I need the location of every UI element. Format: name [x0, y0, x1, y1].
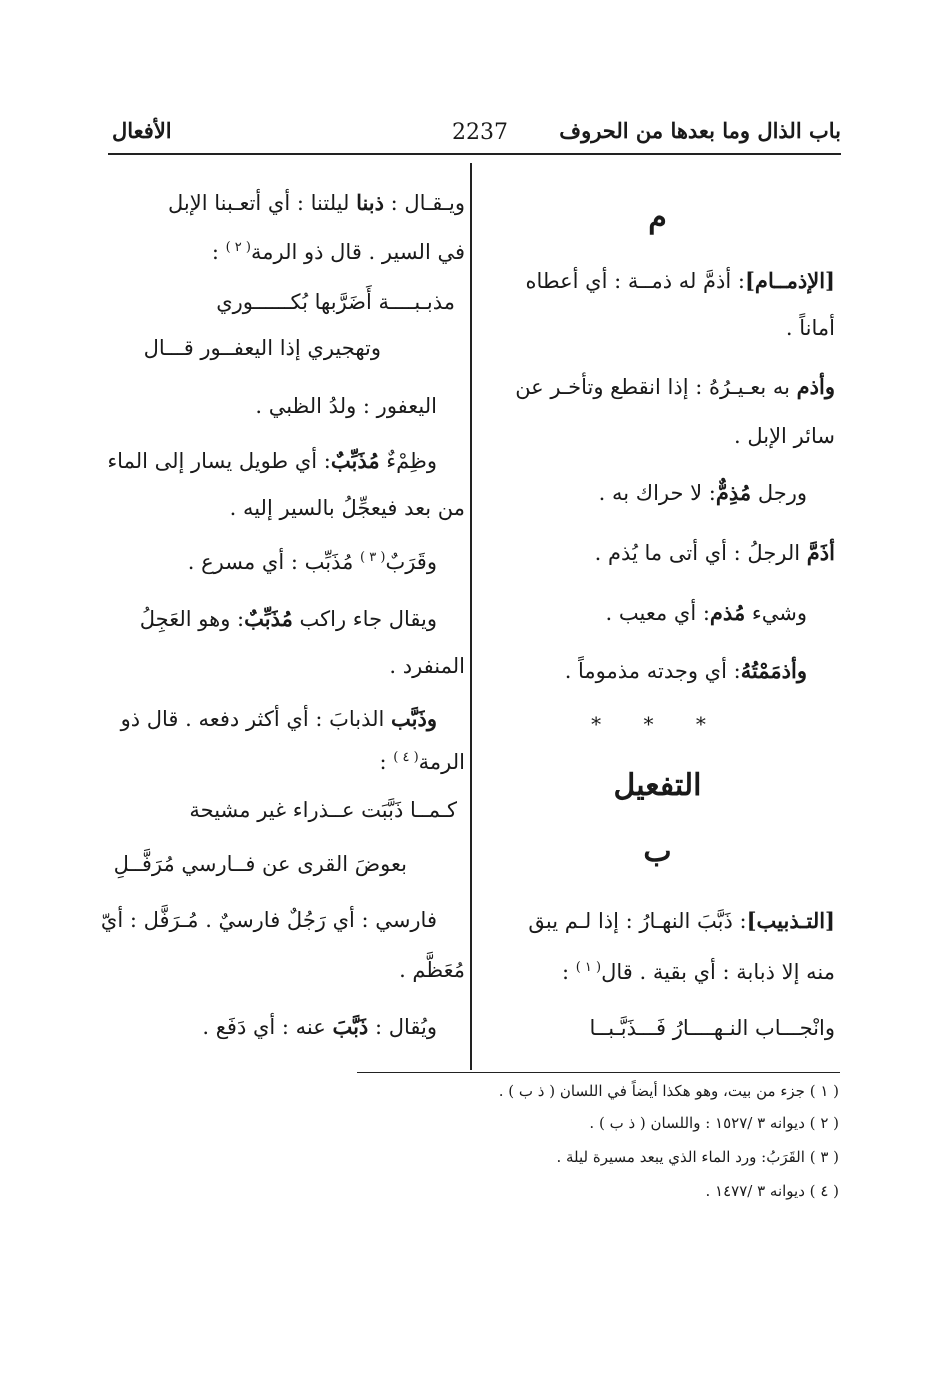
footnote-2: ( ٢ ) ديوانه ٣ /١٥٢٧ : واللسان ( ذ ب ) .	[589, 1114, 839, 1132]
entry-dhabbaba-anhu: ويُقال : ذَبَّبَ عنه : أي دَفَع .	[202, 1014, 437, 1039]
footnote-ref: ( ١ )	[575, 960, 602, 975]
footnote-ref: ( ٤ )	[393, 750, 419, 765]
entry-rakib-mudhabbib-cont: المنفرد .	[389, 654, 465, 678]
verse-line: وتهجيري إذا اليعفــور قـــال	[143, 336, 381, 360]
entry-shay-mudhimm: وشيء مُذم: أي معيب .	[605, 600, 807, 625]
verse-line: بعوضَ القرى عن فــارسي مُرَفَّــلِ	[113, 852, 407, 876]
entry-yafur: اليعفور : ولدُ الظبي .	[255, 394, 437, 418]
entry-farisi: فارسي : أي رَجُلٌ فارسيٌ . مُـرَفَّل : أيّ	[100, 908, 437, 932]
entry-dhabbaba-cont: الرمة$^{( ٤ )}$ :	[379, 750, 465, 774]
footnote-ref: ( ٢ )	[225, 240, 251, 255]
entry-adhamma-bihi: وأذم به بعـيـرُهُ : إذا انقطع وتأخـر عن	[515, 374, 835, 399]
entry-dhabna: ويـقـال : ذبنا ليلتنا : أي أتعـبنا الإبل	[167, 190, 465, 215]
entry-dhabbaba: وذَبَّب الذبابَ : أي أكثر دفعه . قال ذو	[120, 706, 437, 731]
verse-line: كـمــا ذَبَّبَت عــذراء غير مشيحة	[189, 798, 457, 822]
footnote-rule	[357, 1072, 840, 1073]
entry-idhmam-cont: أماناً .	[785, 316, 835, 340]
page-number: 2237	[452, 120, 508, 145]
right-column	[480, 0, 835, 1373]
letter-heading-mim: م	[648, 200, 667, 235]
letter-heading-ba: ب	[643, 834, 672, 869]
section-title-tafil: التفعيل	[613, 768, 702, 803]
section-label: الأفعال	[112, 118, 172, 143]
entry-tadhbib-cont: منه إلا ذبابة : أي بقية . قال$^{( ١ )}$ :	[561, 960, 835, 984]
footnote-ref: ( ٣ )	[360, 550, 386, 565]
entry-qarab: وقَرَبٌ$^{( ٣ )}$ مُذَبِّب : أي مسرع .	[187, 550, 437, 574]
entry-farisi-cont: مُعَظَّم .	[399, 958, 465, 982]
entry-adhamma-rajul: أذَمَّ الرجلُ : أي أتى ما يُذم .	[594, 540, 835, 565]
footnote-1: ( ١ ) جزء من بيت، وهو هكذا أيضاً في اللسان ( ذ ب ) .	[498, 1082, 839, 1100]
entry-adhamma-bihi-cont: سائر الإبل .	[733, 424, 835, 448]
entry-mudhimm: ورجل مُذِمٌّ: لا حراك به .	[598, 480, 807, 505]
verse-line: وانْجـــاب النـهــــارُ فَـــذَبَّـبــا	[589, 1016, 835, 1040]
entry-idhmam: [الإذمــام]: أذمَّ له ذمــة : أي أعطاه	[525, 268, 835, 293]
left-column	[100, 0, 465, 1373]
column-divider	[470, 163, 472, 1070]
entry-zim-mudhabbib-cont: من بعد فيعجِّلُ بالسير إليه .	[229, 496, 465, 520]
chapter-title: باب الذال وما بعدها من الحروف	[559, 118, 841, 143]
separator-stars: * * *	[591, 712, 724, 736]
footnote-4: ( ٤ ) ديوانه ٣ /١٤٧٧ .	[705, 1182, 839, 1200]
verse-line: مذبـبــــة أَضَرَّبها بُكــــــوري	[216, 290, 455, 314]
entry-zim-mudhabbib: وظِمْءٌ مُذَبِّبٌ: أي طويل يسار إلى الماء	[107, 448, 437, 473]
entry-dhabna-cont: في السير . قال ذو الرمة$^{( ٢ )}$ :	[211, 240, 465, 264]
entry-adhmamtuhu: وأذمَمْتُهُ: أي وجدته مذموماً .	[564, 658, 807, 683]
footnote-3: ( ٣ ) القَرَبُ: ورد الماء الذي يبعد مسيرة ليلة .	[556, 1148, 839, 1166]
entry-tadhbib: [التـذبيب]: ذَبَّبَ النهـارُ : إذا لـم يبق	[528, 908, 835, 933]
entry-rakib-mudhabbib: ويقال جاء راكب مُذَبِّبٌ: وهو العَجِلُ	[139, 606, 437, 631]
